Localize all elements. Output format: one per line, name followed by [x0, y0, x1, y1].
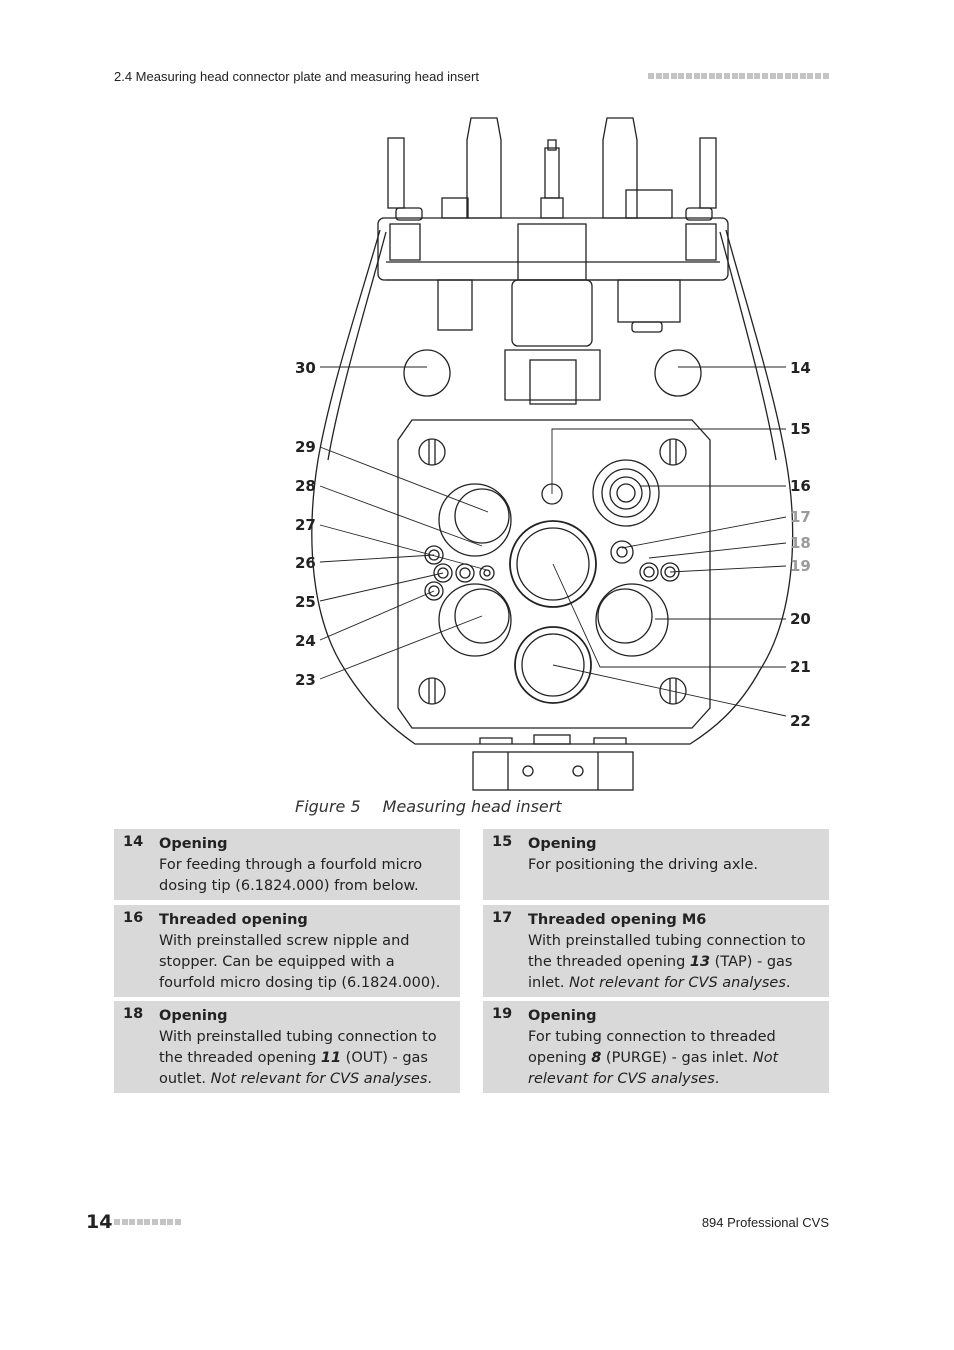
item-note: Not relevant for CVS analyses — [528, 1050, 779, 1087]
callout-22: 22 — [790, 712, 811, 730]
item-number: 19 — [492, 1006, 513, 1022]
item-reference: 13 — [689, 954, 711, 970]
callout-18: 18 — [790, 534, 811, 552]
item-title: Opening — [159, 836, 228, 852]
caption-number: Figure 5 — [295, 797, 361, 816]
callout-27: 27 — [295, 516, 316, 534]
item-number: 18 — [123, 1006, 144, 1022]
footer-dot-bar — [114, 1219, 182, 1225]
legend-item-19 — [483, 1001, 829, 1093]
item-number: 15 — [492, 834, 513, 850]
product-name: 894 Professional CVS — [701, 1215, 829, 1230]
callout-19: 19 — [790, 557, 811, 575]
legend-item-14 — [114, 829, 460, 900]
page-number: 14 — [86, 1211, 113, 1233]
item-description: With preinstalled screw nipple and stopper. Can be equipped with a fourfold micro dosing tip (6.1824.000). — [159, 933, 441, 991]
item-description: For tubing connection to threaded opening 8 (PURGE) - gas inlet. Not relevant for CVS analyses. — [528, 1029, 779, 1087]
item-title: Opening — [528, 836, 597, 852]
item-note: Not relevant for CVS analyses — [210, 1071, 428, 1087]
callout-20: 20 — [790, 610, 811, 628]
legend-item-16 — [114, 905, 460, 997]
legend-item-15 — [483, 829, 829, 900]
item-note: Not relevant for CVS analyses — [569, 975, 786, 991]
dot-decoration — [137, 1219, 143, 1225]
dot-decoration — [114, 1219, 120, 1225]
dot-decoration — [122, 1219, 128, 1225]
item-reference: 8 — [591, 1050, 602, 1066]
callout-30: 30 — [295, 359, 316, 377]
dot-decoration — [167, 1219, 173, 1225]
item-description: For feeding through a fourfold micro dosing tip (6.1824.000) from below. — [159, 857, 423, 894]
callout-21: 21 — [790, 658, 811, 676]
callout-labels — [295, 359, 811, 730]
item-title: Threaded opening — [159, 912, 308, 928]
dot-decoration — [160, 1219, 166, 1225]
item-description: With preinstalled tubing connection to the threaded opening 11 (OUT) - gas outlet. Not relevant for CVS analyses. — [159, 1029, 437, 1087]
figure-caption — [295, 797, 562, 816]
section-title: 2.4 Measuring head connector plate and measuring head insert — [114, 69, 479, 84]
callout-29: 29 — [295, 438, 316, 456]
item-number: 16 — [123, 910, 144, 926]
callout-16: 16 — [790, 477, 811, 495]
item-title: Opening — [528, 1008, 597, 1024]
caption-text: Measuring head insert — [382, 797, 562, 816]
legend-item-18 — [114, 1001, 460, 1093]
item-reference: 11 — [320, 1050, 342, 1066]
callout-25: 25 — [295, 593, 316, 611]
item-title: Opening — [159, 1008, 228, 1024]
callout-24: 24 — [295, 632, 316, 650]
legend-item-17 — [483, 905, 829, 997]
dot-decoration — [175, 1219, 181, 1225]
dot-decoration — [144, 1219, 150, 1225]
dot-decoration — [152, 1219, 158, 1225]
callout-15: 15 — [790, 420, 811, 438]
callout-28: 28 — [295, 477, 316, 495]
item-number: 17 — [492, 910, 513, 926]
callout-17: 17 — [790, 508, 811, 526]
item-number: 14 — [123, 834, 144, 850]
item-title: Threaded opening M6 — [528, 912, 707, 928]
item-description: For positioning the driving axle. — [528, 857, 758, 873]
callout-14: 14 — [790, 359, 811, 377]
item-description: With preinstalled tubing connection to the threaded opening 13 (TAP) - gas inlet. Not relevant for CVS analyses. — [528, 933, 806, 991]
dot-decoration — [129, 1219, 135, 1225]
callout-26: 26 — [295, 554, 316, 572]
callout-23: 23 — [295, 671, 316, 689]
